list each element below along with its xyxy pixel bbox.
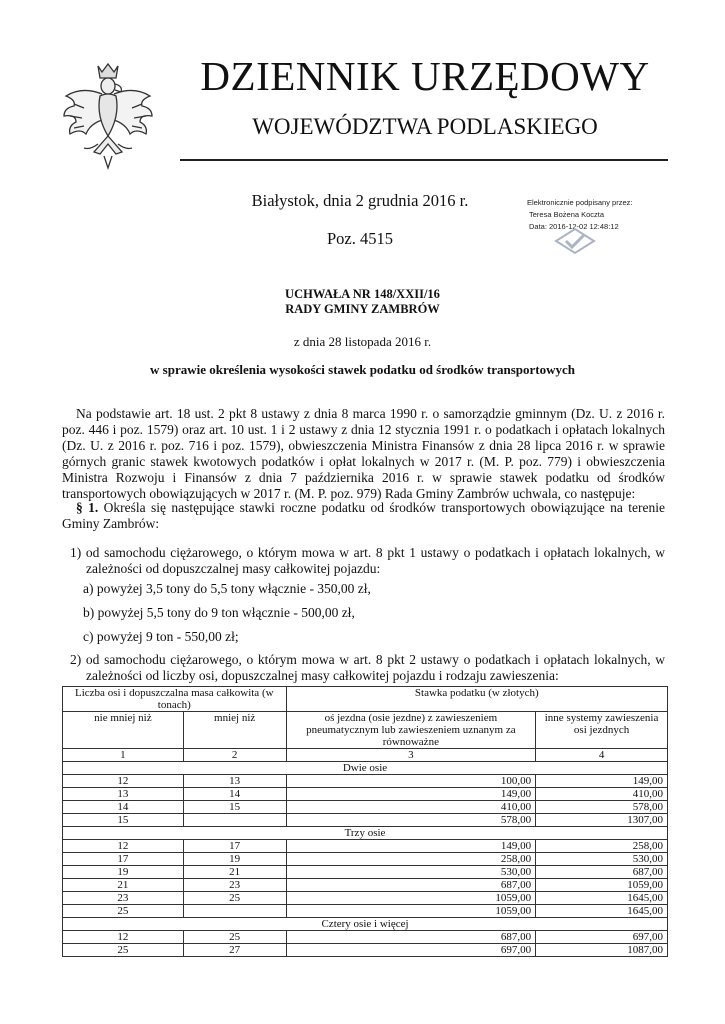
journal-title: DZIENNIK URZĘDOWY	[200, 53, 650, 99]
table-subheader-row	[63, 712, 668, 749]
cell-other-rate: 697,00	[536, 931, 668, 944]
cell-pneumatic-rate: 578,00	[286, 814, 536, 827]
list-item-1: 1) od samochodu ciężarowego, o którym mowa w art. 8 pkt 1 ustawy o podatkach i opłatach lokalnych, w zależności od dopuszczalnej masy całkowitej pojazdu:	[70, 545, 665, 576]
cell-min: 13	[63, 788, 184, 801]
cell-max	[183, 905, 286, 918]
table-row	[63, 814, 668, 827]
table-group-row	[63, 827, 668, 840]
cell-other-rate: 1307,00	[536, 814, 668, 827]
cell-other-rate: 1087,00	[536, 944, 668, 957]
cell-pneumatic-rate: 410,00	[286, 801, 536, 814]
cell-max: 15	[183, 801, 286, 814]
table-row	[63, 905, 668, 918]
cell-other-rate: 1645,00	[536, 892, 668, 905]
signature-check-icon	[552, 226, 598, 256]
preamble-paragraph: Na podstawie art. 18 ust. 2 pkt 8 ustawy z dnia 8 marca 1990 r. o samorządzie gminnym (Dz. U. z 2016 r. poz. 446 i poz. 1579) oraz art. 10 ust. 1 i 2 ustawy z dnia 12 stycznia 1991 r. o podatkach i opłatach lokalnych (Dz. U. z 2016 r. poz. 716 i poz. 1579), obwieszczenia Ministra Finansów z dnia 28 lipca 2016 r. w sprawie górnych granic stawek kwotowych podatków i opłat lokalnych w 2017 r. (M. P. poz. 779) i obwieszczenia Ministra Rozwoju i Finansów z dnia 7 października 2016 r. w sprawie stawek podatku od środków transportowych obowiązujących w 2017 r. (M. P. poz. 979) Rada Gminy Zambrów uchwala, co następuje:	[62, 406, 665, 501]
cell-min: 25	[63, 905, 184, 918]
list-subitem-b: b) powyżej 5,5 tony do 9 ton włącznie - 500,00 zł,	[83, 605, 355, 620]
cell-min: 17	[63, 853, 184, 866]
table-header-row	[63, 687, 668, 712]
cell-min: 12	[63, 840, 184, 853]
signature-line-3: Data: 2016-12-02 12:48:12	[529, 222, 619, 231]
cell-pneumatic-rate: 530,00	[286, 866, 536, 879]
cell-min: 15	[63, 814, 184, 827]
cell-other-rate: 149,00	[536, 775, 668, 788]
section-1-paragraph	[62, 500, 665, 532]
cell-max	[183, 814, 286, 827]
table-row	[63, 866, 668, 879]
col-number: 3	[286, 749, 536, 762]
resolution-date: z dnia 28 listopada 2016 r.	[293, 334, 432, 349]
list-subitem-a: a) powyżej 3,5 tony do 5,5 tony włącznie - 350,00 zł,	[83, 581, 371, 596]
header-pneumatic: oś jezdna (osie jezdne) z zawieszeniem pneumatycznym lub zawieszeniem uznanym za równoważne	[286, 712, 536, 749]
position-number: Poz. 4515	[327, 229, 393, 248]
eagle-emblem-icon	[60, 60, 156, 172]
cell-max: 14	[183, 788, 286, 801]
cell-pneumatic-rate: 149,00	[286, 788, 536, 801]
cell-other-rate: 530,00	[536, 853, 668, 866]
cell-other-rate: 578,00	[536, 801, 668, 814]
place-date: Białystok, dnia 2 grudnia 2016 r.	[251, 191, 469, 210]
cell-max: 19	[183, 853, 286, 866]
header-tax-rate: Stawka podatku (w złotych)	[286, 687, 667, 712]
section-1-text: Określa się następujące stawki roczne podatku od środków transportowych obowiązujące na terenie Gminy Zambrów:	[62, 500, 666, 531]
signature-line-1: Elektronicznie podpisany przez:	[527, 198, 633, 207]
cell-min: 12	[63, 775, 184, 788]
list-item-2: 2) od samochodu ciężarowego, o którym mowa w art. 8 pkt 2 ustawy o podatkach i opłatach lokalnych, w zależności od liczby osi, dopuszczalnej masy całkowitej pojazdu i rodzaju zawieszenia:	[70, 652, 665, 683]
header-min: nie mniej niż	[63, 712, 184, 749]
table-row	[63, 853, 668, 866]
table-row	[63, 788, 668, 801]
cell-pneumatic-rate: 1059,00	[286, 905, 536, 918]
cell-other-rate: 410,00	[536, 788, 668, 801]
header-divider	[180, 159, 668, 161]
table-group-row	[63, 762, 668, 775]
cell-max: 23	[183, 879, 286, 892]
group-label: Cztery osie i więcej	[63, 918, 668, 931]
cell-other-rate: 258,00	[536, 840, 668, 853]
cell-max: 25	[183, 931, 286, 944]
cell-max: 25	[183, 892, 286, 905]
cell-min: 25	[63, 944, 184, 957]
col-number: 2	[183, 749, 286, 762]
header-other: inne systemy zawieszenia osi jezdnych	[536, 712, 668, 749]
table-row	[63, 801, 668, 814]
cell-max: 21	[183, 866, 286, 879]
cell-pneumatic-rate: 1059,00	[286, 892, 536, 905]
list-subitem-c: c) powyżej 9 ton - 550,00 zł;	[83, 629, 239, 644]
cell-pneumatic-rate: 697,00	[286, 944, 536, 957]
resolution-issuer: RADY GMINY ZAMBRÓW	[285, 302, 440, 316]
journal-subtitle: WOJEWÓDZTWA PODLASKIEGO	[252, 114, 598, 139]
cell-other-rate: 687,00	[536, 866, 668, 879]
col-number: 1	[63, 749, 184, 762]
table-row	[63, 931, 668, 944]
cell-min: 12	[63, 931, 184, 944]
cell-pneumatic-rate: 149,00	[286, 840, 536, 853]
group-label: Trzy osie	[63, 827, 668, 840]
table-row	[63, 775, 668, 788]
table-row	[63, 944, 668, 957]
cell-min: 23	[63, 892, 184, 905]
tax-rate-table	[62, 686, 668, 957]
header-max: mniej niż	[183, 712, 286, 749]
resolution-subject: w sprawie określenia wysokości stawek podatku od środków transportowych	[150, 362, 575, 377]
table-row	[63, 840, 668, 853]
cell-other-rate: 1645,00	[536, 905, 668, 918]
cell-min: 21	[63, 879, 184, 892]
header-axles-mass: Liczba osi i dopuszczalna masa całkowita (w tonach)	[63, 687, 287, 712]
cell-pneumatic-rate: 100,00	[286, 775, 536, 788]
cell-min: 14	[63, 801, 184, 814]
cell-max: 27	[183, 944, 286, 957]
section-1-label: § 1.	[76, 500, 99, 515]
table-row	[63, 879, 668, 892]
signature-line-2: Teresa Bożena Koczta	[529, 210, 605, 219]
resolution-number: UCHWAŁA NR 148/XXII/16	[285, 287, 440, 301]
group-label: Dwie osie	[63, 762, 668, 775]
col-number: 4	[536, 749, 668, 762]
cell-pneumatic-rate: 687,00	[286, 879, 536, 892]
table-number-row	[63, 749, 668, 762]
cell-min: 19	[63, 866, 184, 879]
cell-max: 13	[183, 775, 286, 788]
cell-pneumatic-rate: 687,00	[286, 931, 536, 944]
cell-pneumatic-rate: 258,00	[286, 853, 536, 866]
table-row	[63, 892, 668, 905]
table-group-row	[63, 918, 668, 931]
cell-other-rate: 1059,00	[536, 879, 668, 892]
cell-max: 17	[183, 840, 286, 853]
